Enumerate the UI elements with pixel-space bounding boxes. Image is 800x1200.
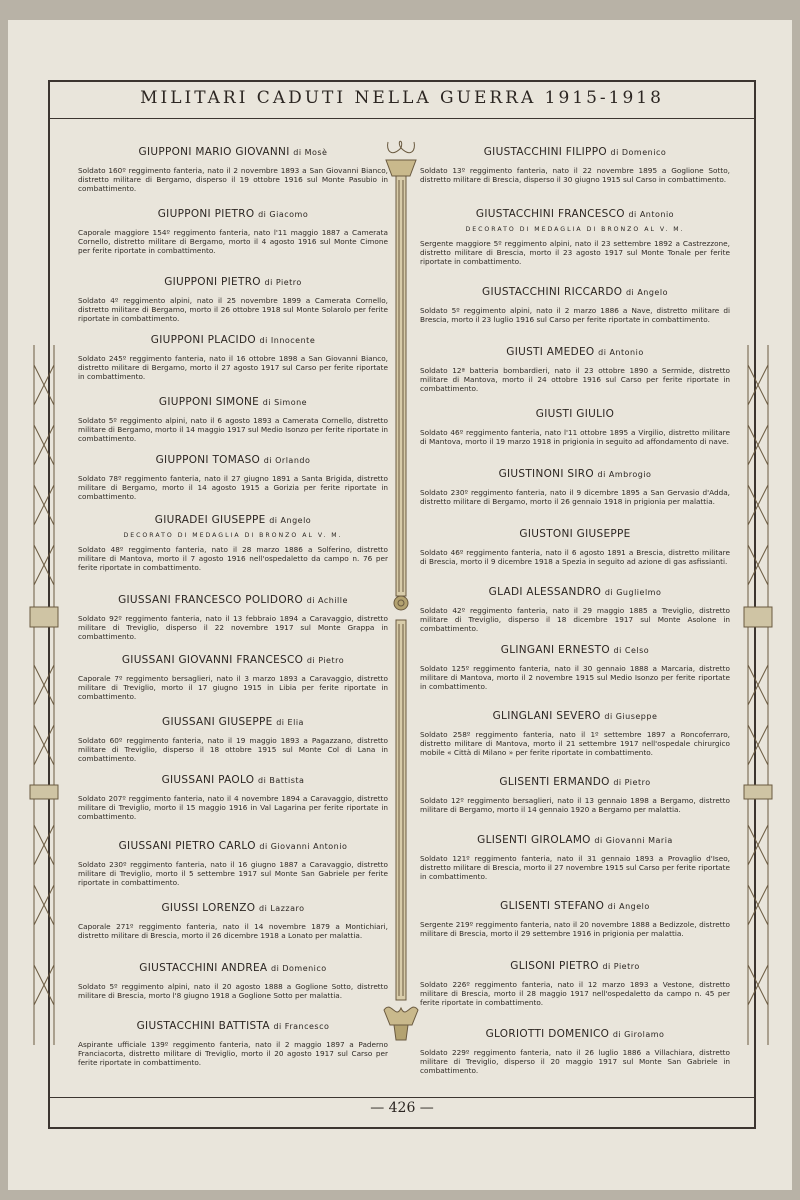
entry [420, 900, 730, 938]
entry [78, 654, 388, 701]
entry-name: GLISENTI STEFANO di Angelo [500, 900, 650, 912]
entry [78, 454, 388, 501]
entry-name: GIUSTACCHINI BATTISTA di Francesco [136, 1020, 330, 1032]
entry-name: GIUPPONI PIETRO di Pietro [164, 276, 302, 288]
entry-decoration: DECORATO DI MEDAGLIA DI BRONZO AL V. M. [123, 532, 343, 539]
entry-text: Soldato 226º reggimento fanteria, nato il 12 marzo 1893 a Vestone, distretto militare di Brescia, morto il 28 maggio 1917 nell'ospedaletto da campo n. 45 per ferite riportate in combattimento. [420, 980, 730, 1007]
entry [78, 1020, 388, 1067]
entry-text: Soldato 125º reggimento fanteria, nato il 30 gennaio 1888 a Marcaria, distretto militare di Mantova, morto il 2 novembre 1915 sul Medio Isonzo per ferite riportate in combattimento. [420, 664, 730, 691]
entry [78, 716, 388, 763]
left-lattice-ornament [26, 345, 62, 1045]
entry-name: GLISENTI GIROLAMO di Giovanni Maria [477, 834, 673, 846]
entry-name: GLISENTI ERMANDO di Pietro [499, 776, 651, 788]
entry-name: GLORIOTTI DOMENICO di Girolamo [485, 1028, 665, 1040]
entry [420, 586, 730, 633]
entry-name: GIUSSANI FRANCESCO POLIDORO di Achille [118, 594, 348, 606]
entry-decoration: DECORATO DI MEDAGLIA DI BRONZO AL V. M. [465, 226, 685, 233]
entry-text: Soldato 160º reggimento fanteria, nato il 2 novembre 1893 a San Giovanni Bianco, distretto militare di Bergamo, disperso il 19 ottobre 1916 sul Monte Pasubio in combattimento. [78, 166, 388, 193]
entry-name: GIUSTACCHINI RICCARDO di Angelo [482, 286, 668, 298]
entry-text: Soldato 258º reggimento fanteria, nato il 1º settembre 1897 a Roncoferraro, distretto militare di Mantova, morto il 21 settembre 1917 nell'ospedale chirurgico mobile « Città di Milano » per ferite riportate in combattimento. [420, 730, 730, 757]
page-title: MILITARI CADUTI NELLA GUERRA 1915-1918 [140, 88, 664, 108]
entry [78, 396, 388, 443]
entry-text: Aspirante ufficiale 139º reggimento fanteria, nato il 2 maggio 1897 a Paderno Franciacorta, distretto militare di Treviglio, morto il 20 agosto 1917 sul Carso per ferite riportate in combattimento. [78, 1040, 388, 1067]
entry [420, 346, 730, 393]
entry-name: GIUSSANI PAOLO di Battista [161, 774, 305, 786]
entry-text: Soldato 230º reggimento fanteria, nato il 9 dicembre 1895 a San Gervasio d'Adda, distretto militare di Bergamo, morto il 26 gennaio 1918 in prigionia per malattia. [420, 488, 730, 506]
entry-name: GIUSTACCHINI FRANCESCO di Antonio [475, 208, 675, 220]
entry-text: Caporale 7º reggimento bersaglieri, nato il 3 marzo 1893 a Caravaggio, distretto militare di Treviglio, morto il 17 giugno 1915 in Libia per ferite riportate in combattimento. [78, 674, 388, 701]
entry-name: GIUSTACCHINI ANDREA di Domenico [139, 962, 327, 974]
entry [420, 644, 730, 691]
page-number: — 426 — [370, 1100, 434, 1116]
header-rule [48, 118, 756, 119]
entry-name: GIUPPONI MARIO GIOVANNI di Mosè [138, 146, 328, 158]
entry-name: GLISONI PIETRO di Pietro [510, 960, 640, 972]
entry-name: GIUPPONI PIETRO di Giacomo [157, 208, 309, 220]
entry [78, 514, 388, 572]
entry-text: Soldato 12ª batteria bombardieri, nato il 23 ottobre 1890 a Sermide, distretto militare di Mantova, morto il 24 ottobre 1916 sul Carso per ferite riportate in combattimento. [420, 366, 730, 393]
entry [78, 902, 388, 940]
entry [420, 834, 730, 881]
entry [78, 774, 388, 821]
entry [420, 286, 730, 324]
entry-text: Soldato 42º reggimento fanteria, nato il 29 maggio 1885 a Treviglio, distretto militare di Treviglio, disperso il 18 dicembre 1917 sul Monte Asolone in combattimento. [420, 606, 730, 633]
entry-text: Soldato 121º reggimento fanteria, nato il 31 gennaio 1893 a Provaglio d'Iseo, distretto militare di Brescia, morto il 27 novembre 1915 sul Carso per ferite riportate in combattimento. [420, 854, 730, 881]
entry [78, 840, 388, 887]
entry-text: Soldato 245º reggimento fanteria, nato il 16 ottobre 1898 a San Giovanni Bianco, distretto militare di Bergamo, morto il 27 agosto 1917 sul Carso per ferite riportate in combattimento. [78, 354, 388, 381]
entry [420, 1028, 730, 1075]
entry [420, 408, 730, 446]
entry-name: GIUPPONI SIMONE di Simone [158, 396, 308, 408]
entry [78, 334, 388, 381]
entry-text: Sergente 219º reggimento fanteria, nato il 20 novembre 1888 a Bedizzole, distretto militare di Brescia, morto il 29 settembre 1916 in prigionia per malattia. [420, 920, 730, 938]
entry-name: GIUSTI GIULIO [535, 408, 615, 420]
entry-text: Soldato 48º reggimento fanteria, nato il 28 marzo 1886 a Solferino, distretto militare di Mantova, morto il 7 agosto 1916 nell'ospedaletto da campo n. 76 per ferite riportate in combattimento. [78, 545, 388, 572]
entry [420, 468, 730, 506]
entry-name: GIURADEI GIUSEPPE di Angelo [154, 514, 312, 526]
entry-text: Soldato 4º reggimento alpini, nato il 25 novembre 1899 a Camerata Cornello, distretto militare di Bergamo, morto il 26 ottobre 1918 sul Monte Solarolo per ferite riportate in combattimento. [78, 296, 388, 323]
entry-text: Soldato 230º reggimento fanteria, nato il 16 giugno 1887 a Caravaggio, distretto militare di Treviglio, morto il 5 settembre 1917 sul Monte San Gabriele per ferite riportate in combattimento. [78, 860, 388, 887]
entry-text: Soldato 229º reggimento fanteria, nato il 26 luglio 1886 a Villachiara, distretto militare di Treviglio, disperso il 20 maggio 1917 sul Monte San Gabriele in combattimento. [420, 1048, 730, 1075]
right-lattice-ornament [740, 345, 776, 1045]
entry-text: Soldato 92º reggimento fanteria, nato il 13 febbraio 1894 a Caravaggio, distretto militare di Treviglio, disperso il 22 novembre 1917 sul Monte Grappa in combattimento. [78, 614, 388, 641]
entry-name: GIUSSANI GIUSEPPE di Elia [162, 716, 304, 728]
entry-text: Soldato 60º reggimento fanteria, nato il 19 maggio 1893 a Pagazzano, distretto militare di Treviglio, disperso il 18 ottobre 1915 sul Monte Col di Lana in combattimento. [78, 736, 388, 763]
entry-name: GLINGLANI SEVERO di Giuseppe [492, 710, 658, 722]
entry [420, 528, 730, 566]
entry [420, 776, 730, 814]
entry-text: Soldato 5º reggimento alpini, nato il 20 agosto 1888 a Goglione Sotto, distretto militare di Brescia, morto l'8 giugno 1918 a Goglione Sotto per malattia. [78, 982, 388, 1000]
entry-text: Soldato 13º reggimento fanteria, nato il 22 novembre 1895 a Goglione Sotto, distretto militare di Brescia, disperso il 30 giugno 1915 sul Carso in combattimento. [420, 166, 730, 184]
entry [78, 276, 388, 323]
entry-name: GIUSTINONI SIRO di Ambrogio [498, 468, 652, 480]
entry-text: Soldato 5º reggimento alpini, nato il 6 agosto 1893 a Camerata Cornello, distretto militare di Bergamo, morto il 14 maggio 1917 sul Medio Isonzo per ferite riportate in combattimento. [78, 416, 388, 443]
entry [420, 146, 730, 184]
entry-name: GIUSSANI GIOVANNI FRANCESCO di Pietro [121, 654, 345, 666]
entry-name: GLINGANI ERNESTO di Celso [500, 644, 650, 656]
entry [78, 208, 388, 255]
entry-text: Soldato 5º reggimento alpini, nato il 2 marzo 1886 a Nave, distretto militare di Brescia, morto il 23 luglio 1916 sul Carso per ferite riportate in combattimento. [420, 306, 730, 324]
entry-text: Caporale 271º reggimento fanteria, nato il 14 novembre 1879 a Montichiari, distretto militare di Brescia, morto il 26 dicembre 1918 a Lonato per malattia. [78, 922, 388, 940]
entry-text: Soldato 46º reggimento fanteria, nato il 6 agosto 1891 a Brescia, distretto militare di Brescia, morto il 9 dicembre 1918 a Spezia in seguito ad azione di gas asfissianti. [420, 548, 730, 566]
entry [420, 208, 730, 266]
entry-name: GIUSSI LORENZO di Lazzaro [161, 902, 305, 914]
entry-name: GIUPPONI TOMASO di Orlando [155, 454, 311, 466]
entry-text: Sergente maggiore 5º reggimento alpini, nato il 23 settembre 1892 a Castrezzone, distretto militare di Brescia, morto il 23 agosto 1917 sul Monte Tonale per ferite riportate in combattimento. [420, 239, 730, 266]
entry-text: Soldato 46º reggimento fanteria, nato l'11 ottobre 1895 a Virgilio, distretto militare di Mantova, morto il 19 marzo 1918 in prigionia in seguito ad affondamento di nave. [420, 428, 730, 446]
entry-name: GIUSTI AMEDEO di Antonio [506, 346, 644, 358]
entry-name: GIUPPONI PLACIDO di Innocente [150, 334, 316, 346]
entry-text: Soldato 12º reggimento bersaglieri, nato il 13 gennaio 1898 a Bergamo, distretto militare di Bergamo, morto il 14 gennaio 1920 a Bergamo per malattia. [420, 796, 730, 814]
entry [78, 594, 388, 641]
entry-text: Soldato 78º reggimento fanteria, nato il 27 giugno 1891 a Santa Brigida, distretto militare di Bergamo, morto il 14 agosto 1915 a Gorizia per ferite riportate in combattimento. [78, 474, 388, 501]
entry [420, 710, 730, 757]
entry-name: GIUSTONI GIUSEPPE [519, 528, 631, 540]
entry-text: Soldato 207º reggimento fanteria, nato il 4 novembre 1894 a Caravaggio, distretto militare di Treviglio, morto il 15 maggio 1916 in Val Lagarina per ferite riportate in combattimento. [78, 794, 388, 821]
entry [78, 962, 388, 1000]
entry-name: GIUSSANI PIETRO CARLO di Giovanni Antonio [118, 840, 348, 852]
entry-name: GLADI ALESSANDRO di Guglielmo [488, 586, 662, 598]
entry [78, 146, 388, 193]
entry [420, 960, 730, 1007]
entry-text: Caporale maggiore 154º reggimento fanteria, nato l'11 maggio 1887 a Camerata Cornello, distretto militare di Bergamo, morto il 4 agosto 1916 sul Monte Cimone per ferite riportate in combattimento. [78, 228, 388, 255]
entry-name: GIUSTACCHINI FILIPPO di Domenico [483, 146, 667, 158]
footer-rule [48, 1097, 756, 1098]
